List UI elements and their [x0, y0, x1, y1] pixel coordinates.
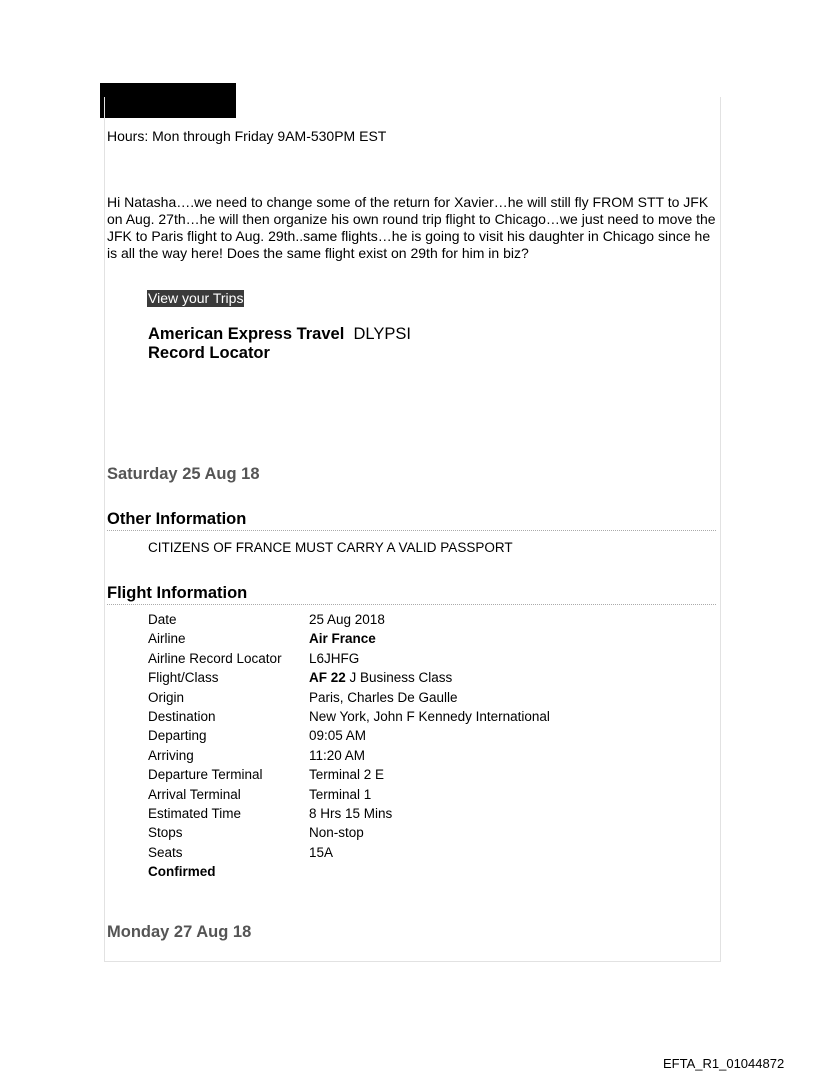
row-label: Seats [148, 844, 183, 860]
message-line: on Aug. 27th…he will then organize his own round trip flight to Chicago…we just need to move the [107, 211, 716, 227]
table-row [148, 806, 550, 825]
row-value: 25 Aug 2018 [309, 612, 385, 627]
email-message [107, 194, 719, 262]
record-locator-label: Record Locator [148, 344, 270, 362]
row-label: Origin [148, 689, 185, 705]
message-line: JFK to Paris flight to Aug. 29th..same flights…he is going to visit his daughter in Chicago since he [107, 228, 711, 244]
row-value: New York, John F Kennedy International [309, 708, 550, 724]
row-value: 8 Hrs 15 Mins [309, 805, 393, 821]
booking-status: Confirmed [148, 864, 216, 880]
document-id: EFTA_R1_01044872 [663, 1056, 785, 1071]
table-row [148, 864, 550, 883]
table-row [148, 748, 550, 767]
row-label: Arrival Terminal [148, 786, 241, 802]
message-line: Hi Natasha….we need to change some of the return for Xavier…he will still fly FROM STT to JFK [107, 194, 709, 210]
row-label: Date [148, 612, 177, 627]
passport-notice: CITIZENS OF FRANCE MUST CARRY A VALID PASSPORT [148, 540, 513, 555]
row-value: 09:05 AM [309, 728, 367, 744]
view-trips-button[interactable]: View your Trips [148, 290, 244, 306]
row-value: Non-stop [309, 825, 364, 841]
row-value: Paris, Charles De Gaulle [309, 689, 458, 705]
row-value: 11:20 AM [309, 747, 366, 763]
row-label: Airline Record Locator [148, 650, 282, 666]
row-value: 15A [309, 844, 334, 860]
row-label: Estimated Time [148, 805, 242, 821]
row-label: Destination [148, 708, 216, 724]
table-row [148, 787, 550, 806]
agency-name: American Express Travel [148, 325, 345, 343]
message-line: is all the way here! Does the same flight exist on 29th for him in biz? [107, 245, 529, 261]
flight-number: AF 22 [309, 670, 346, 686]
office-hours: Hours: Mon through Friday 9AM-530PM EST [107, 128, 387, 144]
table-row [148, 631, 550, 650]
row-label: Stops [148, 825, 183, 841]
row-value [309, 670, 550, 689]
row-label: Arriving [148, 747, 194, 763]
day-heading-monday: Monday 27 Aug 18 [107, 923, 252, 941]
table-row [148, 825, 550, 844]
row-label: Airline [148, 631, 186, 647]
table-row [148, 670, 550, 689]
flight-class: J Business Class [345, 670, 453, 686]
row-value: Terminal 2 E [309, 767, 385, 783]
row-value: Terminal 1 [309, 786, 372, 802]
flight-details-table [148, 612, 550, 883]
table-row [148, 690, 550, 709]
day-heading-saturday: Saturday 25 Aug 18 [107, 465, 260, 483]
table-row [148, 612, 550, 631]
table-row [148, 767, 550, 786]
row-label: Departure Terminal [148, 767, 263, 783]
other-information-heading: Other Information [107, 510, 716, 531]
row-value: L6JHFG [309, 650, 360, 666]
row-value: Air France [309, 631, 376, 647]
table-row [148, 845, 550, 864]
agency-locator: DLYPSI [353, 325, 411, 343]
row-label: Flight/Class [148, 670, 219, 686]
table-row [148, 651, 550, 670]
flight-information-heading: Flight Information [107, 584, 716, 605]
table-row [148, 728, 550, 747]
agency-block [148, 325, 411, 363]
table-row [148, 709, 550, 728]
row-label: Departing [148, 728, 207, 744]
